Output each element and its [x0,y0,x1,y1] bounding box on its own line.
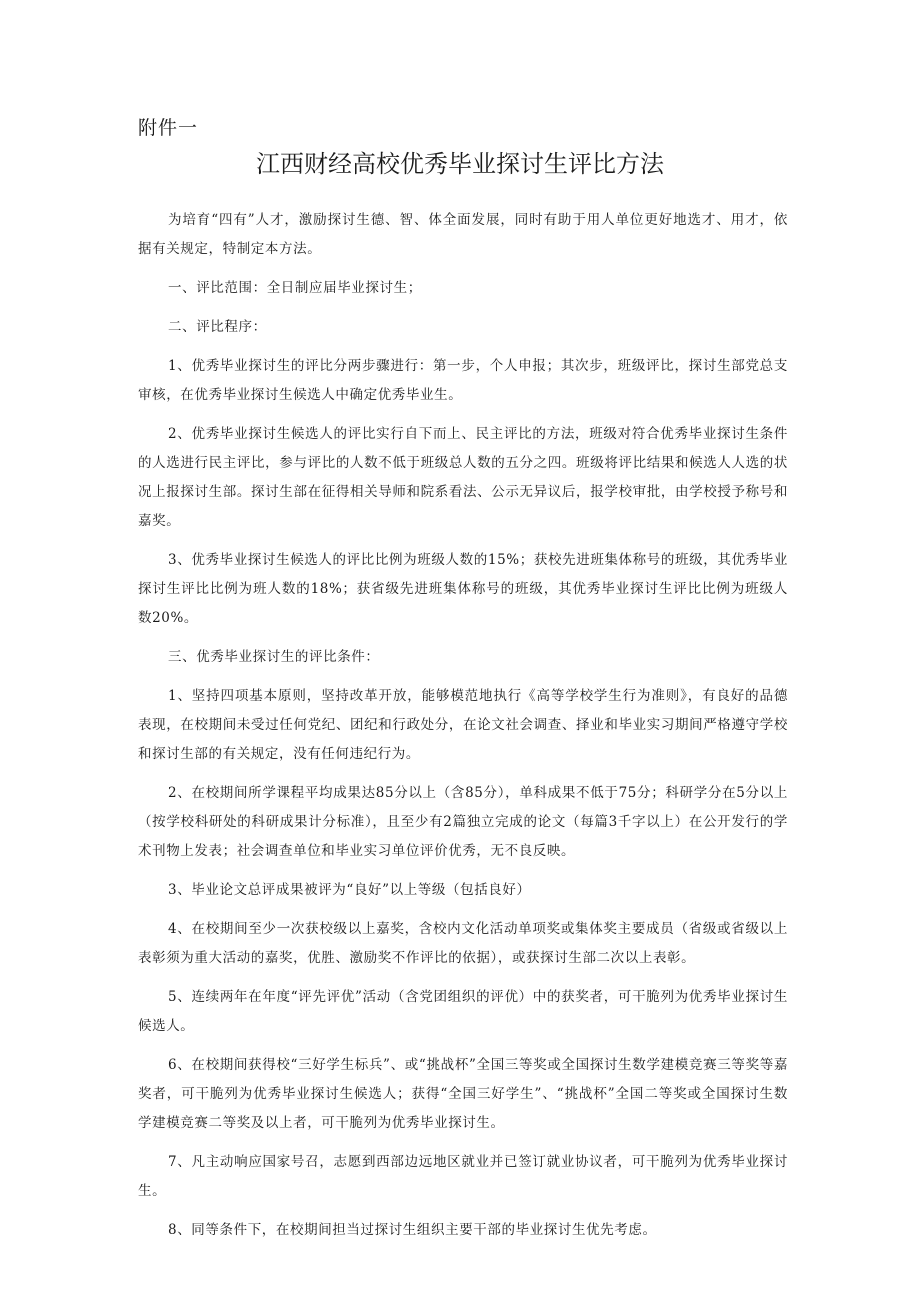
condition-item-8: 8、同等条件下，在校期间担当过探讨生组织主要干部的毕业探讨生优先考虑。 [168,1222,657,1238]
condition-item-6: 6、在校期间获得校“三好学生标兵”、或“挑战杯”全国三等奖或全国探讨生数学建模竞赛三等奖等嘉奖者，可干脆列为优秀毕业探讨生候选人；获得“全国三好学生”、“挑战杯”全国二等奖或全国探讨生数学建模竞赛二等奖及以上者，可干脆列为优秀毕业探讨生。 [138,1057,788,1131]
condition-item-4: 4、在校期间至少一次获校级以上嘉奖，含校内文化活动单项奖或集体奖主要成员（省级或省级以上表彰须为重大活动的嘉奖，优胜、激励奖不作评比的依据），或获探讨生部二次以上表彰。 [138,921,788,966]
condition-item-1: 1、坚持四项基本原则，坚持改革开放，能够模范地执行《高等学校学生行为准则》，有良好的品德表现，在校期间未受过任何党纪、团纪和行政处分，在论文社会调查、择业和毕业实习期间严格遵守学校和探讨生部的有关规定，没有任何违纪行为。 [138,688,788,762]
condition-item-7: 7、凡主动响应国家号召，志愿到西部边远地区就业并已签订就业协议者，可干脆列为优秀毕业探讨生。 [138,1154,788,1199]
document-body [138,206,788,1255]
procedure-item-3: 3、优秀毕业探讨生候选人的评比比例为班级人数的15%；获校先进班集体称号的班级，其优秀毕业探讨生评比比例为班人数的18%；获省级先进班集体称号的班级，其优秀毕业探讨生评比比例为班级人数20%。 [138,552,788,626]
condition-item-2: 2、在校期间所学课程平均成果达85分以上（含85分），单科成果不低于75分；科研学分在5分以上（按学校科研处的科研成果计分标准），且至少有2篇独立完成的论文（每篇3千字以上）在公开发行的学术刊物上发表；社会调查单位和毕业实习单位评价优秀，无不良反映。 [138,785,788,859]
section-conditions-heading: 三、优秀毕业探讨生的评比条件： [168,649,380,665]
intro-paragraph: 为培育“四有”人才，激励探讨生德、智、体全面发展，同时有助于用人单位更好地选才、用才，依据有关规定，特制定本方法。 [138,212,788,257]
section-scope: 一、评比范围：全日制应届毕业探讨生； [168,280,422,296]
document-title: 江西财经高校优秀毕业探讨生评比方法 [256,150,664,178]
section-procedure-heading: 二、评比程序： [168,319,267,335]
condition-item-3: 3、毕业论文总评成果被评为“良好”以上等级（包括良好） [168,882,531,898]
procedure-item-2: 2、优秀毕业探讨生候选人的评比实行自下而上、民主评比的方法，班级对符合优秀毕业探讨生条件的人选进行民主评比，参与评比的人数不低于班级总人数的五分之四。班级将评比结果和候选人人选的状况上报探讨生部。探讨生部在征得相关导师和院系看法、公示无异议后，报学校审批，由学校授予称号和嘉奖。 [138,426,788,529]
annex-label: 附件一 [138,117,199,139]
condition-item-5: 5、连续两年在年度“评先评优”活动（含党团组织的评优）中的获奖者，可干脆列为优秀毕业探讨生候选人。 [138,989,788,1034]
procedure-item-1: 1、优秀毕业探讨生的评比分两步骤进行：第一步，个人申报；其次步，班级评比，探讨生部党总支审核，在优秀毕业探讨生候选人中确定优秀毕业生。 [138,358,788,403]
